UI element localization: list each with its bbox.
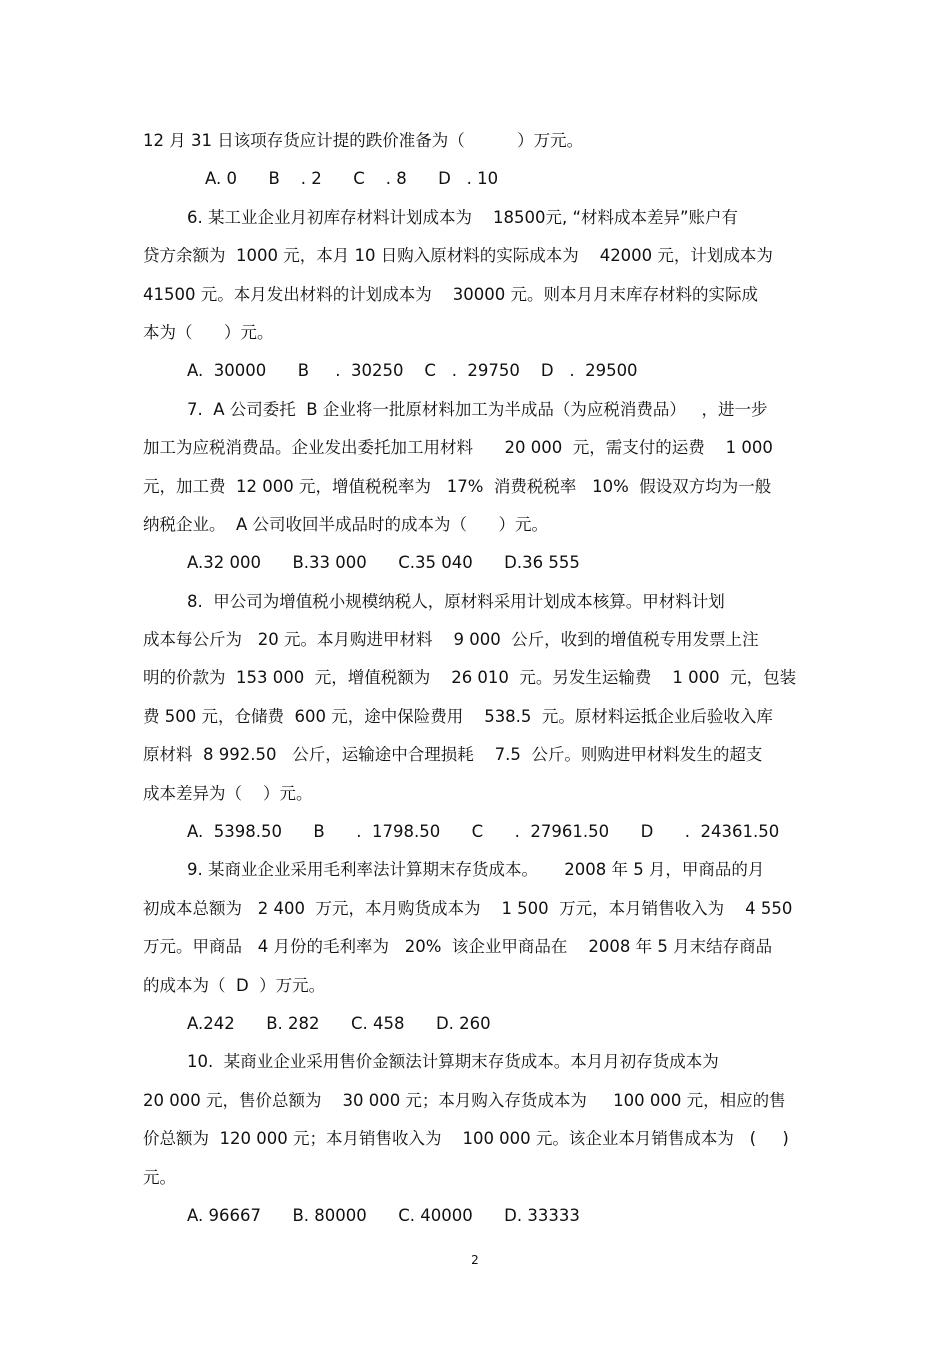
- question-10-line: 10. 某商业企业采用售价金额法计算期末存货成本。本月月初存货成本为: [187, 1052, 719, 1072]
- text-line: 原材料 8 992.50 公斤，运输途中合理损耗 7.5 公斤。则购进甲材料发生的超支: [143, 745, 763, 765]
- text-line: 费 500 元，仓储费 600 元，途中保险费用 538.5 元。原材料运抵企业后验收入库: [143, 706, 773, 726]
- text-line: 的成本为（ D ）万元。: [143, 975, 326, 995]
- question-8-line: 8. 甲公司为增值税小规模纳税人，原材料采用计划成本核算。甲材料计划: [187, 591, 725, 611]
- text-line: 20 000 元，售价总额为 30 000 元；本月购入存货成本为 100 000 元，相应的售: [143, 1090, 786, 1110]
- text-line: 明的价款为 153 000 元，增值税额为 26 010 元。另发生运输费 1 000 元，包装: [143, 668, 797, 688]
- options-line: A. 30000 B . 30250 C . 29750 D . 29500: [187, 361, 638, 381]
- text-line: 41500 元。本月发出材料的计划成本为 30000 元。则本月月末库存材料的实际成: [143, 284, 758, 304]
- options-line: A. 0 B . 2 C . 8 D . 10: [205, 169, 499, 189]
- text-line: 价总额为 120 000 元；本月销售收入为 100 000 元。该企业本月销售成本为 ( ): [143, 1129, 789, 1149]
- text-line: 本为（ ）元。: [143, 322, 274, 342]
- page-number: 2: [471, 1253, 479, 1267]
- options-line: A.242 B. 282 C. 458 D. 260: [187, 1013, 491, 1033]
- text-line: 加工为应税消费品。企业发出委托加工用材料 20 000 元，需支付的运费 1 000: [143, 438, 773, 458]
- text-line: 纳税企业。 A 公司收回半成品时的成本为（ ）元。: [143, 514, 548, 534]
- options-line: A.32 000 B.33 000 C.35 040 D.36 555: [187, 553, 580, 573]
- text-line: 初成本总额为 2 400 万元，本月购货成本为 1 500 万元，本月销售收入为 4 550: [143, 898, 793, 918]
- options-line: A. 5398.50 B . 1798.50 C . 27961.50 D . 24361.50: [187, 822, 780, 842]
- question-6-line: 6. 某工业企业月初库存材料计划成本为 18500元, “材料成本差异”账户有: [187, 207, 739, 227]
- text-line: 成本差异为（ ）元。: [143, 783, 313, 803]
- text-line: 成本每公斤为 20 元。本月购进甲材料 9 000 公斤，收到的增值税专用发票上注: [143, 630, 759, 650]
- page-content: [143, 122, 808, 1235]
- text-line: 12 月 31 日该项存货应计提的跌价准备为（ ）万元。: [143, 131, 584, 150]
- question-9-line: 9. 某商业企业采用毛利率法计算期末存货成本。 2008 年 5 月，甲商品的月: [187, 860, 765, 880]
- options-line: A. 96667 B. 80000 C. 40000 D. 33333: [187, 1205, 580, 1225]
- text-line: 贷方余额为 1000 元，本月 10 日购入原材料的实际成本为 42000 元，计划成本为: [143, 246, 773, 266]
- text-line: 元。: [143, 1167, 176, 1187]
- question-7-line: 7. A 公司委托 B 企业将一批原材料加工为半成品（为应税消费品） ，进一步: [187, 399, 768, 419]
- text-line: 万元。甲商品 4 月份的毛利率为 20% 该企业甲商品在 2008 年 5 月末结存商品: [143, 937, 773, 957]
- text-line: 元，加工费 12 000 元，增值税税率为 17% 消费税税率 10% 假设双方均为一般: [143, 476, 772, 496]
